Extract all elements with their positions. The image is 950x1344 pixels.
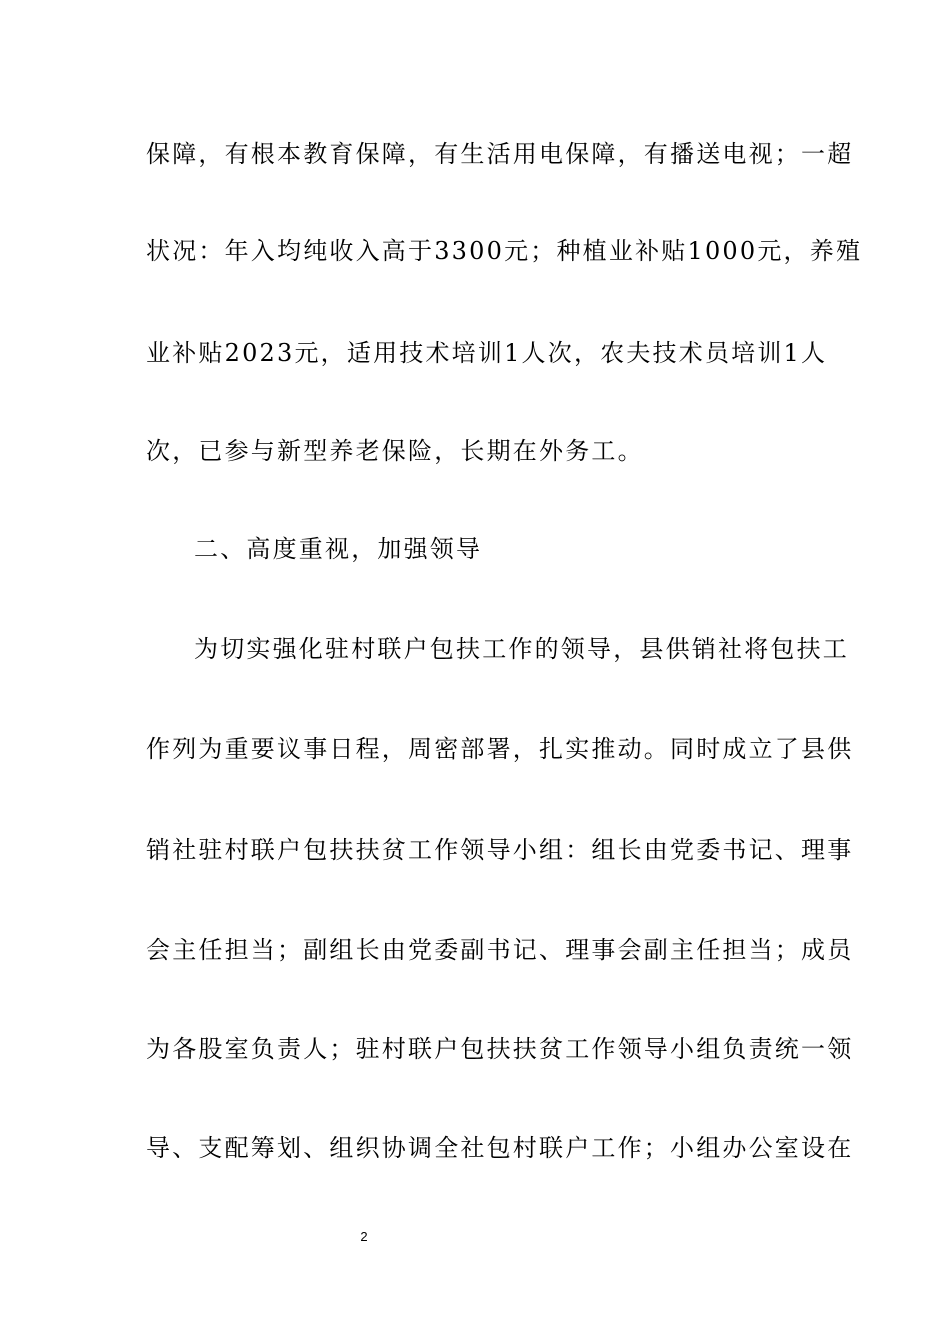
paragraph-line-9: 会主任担当；副组长由党委副书记、理事会副主任担当；成员 (146, 936, 854, 964)
paragraph-line-1: 保障，有根本教育保障，有生活用电保障，有播送电视；一超 (146, 140, 854, 168)
paragraph-line-11: 导、支配筹划、组织协调全社包村联户工作；小组办公室设在 (146, 1134, 854, 1162)
paragraph-line-10: 为各股室负责人；驻村联户包扶扶贫工作领导小组负责统一领 (146, 1035, 854, 1063)
paragraph-line-7: 作列为重要议事日程，周密部署，扎实推动。同时成立了县供 (146, 735, 854, 763)
section-heading: 二、高度重视，加强领导 (194, 535, 483, 563)
paragraph-line-8: 销社驻村联户包扶扶贫工作领导小组：组长由党委书记、理事 (146, 836, 854, 864)
page-number: 2 (360, 1229, 368, 1244)
paragraph-line-2: 状况：年入均纯收入高于3300元；种植业补贴1000元，养殖 (146, 237, 863, 265)
paragraph-line-4: 次，已参与新型养老保险，长期在外务工。 (146, 437, 644, 465)
paragraph-line-3: 业补贴2023元，适用技术培训1人次，农夫技术员培训1人 (146, 339, 828, 367)
paragraph-line-6: 为切实强化驻村联户包扶工作的领导，县供销社将包扶工 (194, 635, 849, 663)
